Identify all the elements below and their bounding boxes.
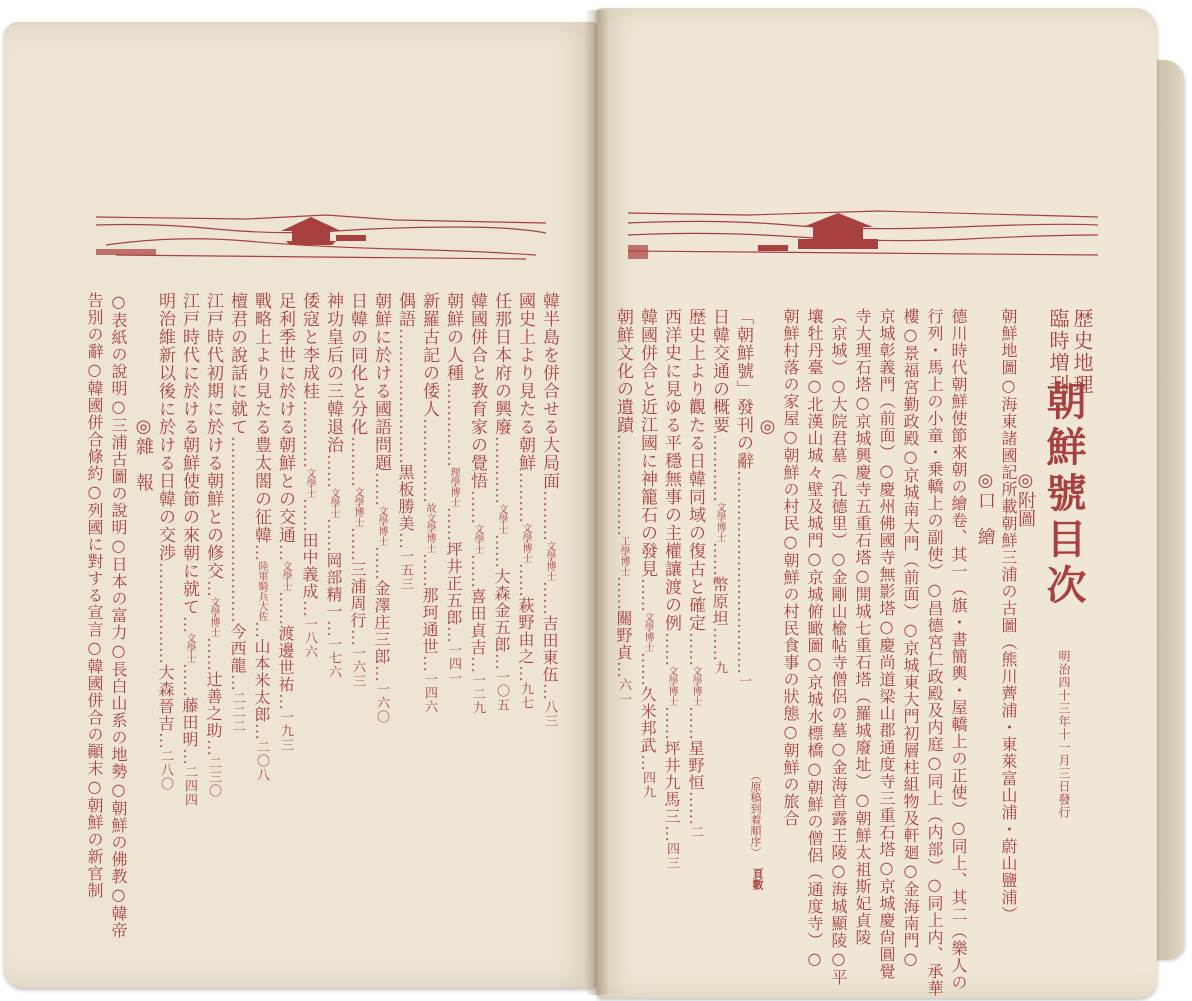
toc-entry: 國史上より見たる朝鮮………文學博士……萩野由之…九七 [515,292,535,710]
toc-entry: 韓國併合と教育家の覺悟……文學士……喜田貞吉…一二九 [467,292,487,715]
toc-entry: 神功皇后の三韓退治……文學士……岡部精一…一七六 [323,292,343,679]
frontispiece-line: 朝鮮村落の家屋○朝鮮の村民○朝鮮の村民食事の狀態○朝鮮の旅合 [781,308,800,827]
toc-entry: 歴史上より觀たる日韓同域の復古と確定……文學博士……星野恒……二 [685,308,705,839]
frontispiece-heading: ◎口 繪 [975,470,996,545]
misc-line: ○表紙の說明○三浦古圖の說明○日本の富力○長白山系の地勢○朝鮮の佛教○韓帝 [109,292,128,939]
frontispiece-line: 京城彰義門（前面）○慶州佛國寺無影塔○慶尚道梁山郡通度寺三重石塔○京城慶尙圓覺 [877,308,896,980]
toc-entry: 韓半島を併合せる大局面………文學博士……吉田東伍…八三 [539,292,559,728]
toc-entry: 明治維新以後に於ける日韓の交渉………………大森晉吉…二八〇 [155,292,175,791]
page-number-header: 頁數 [751,868,764,890]
toc-entry: 日韓の同化と分化………文學博士……三浦周行…一六三 [347,292,367,688]
book-gutter [585,10,609,995]
page-title: 朝鮮號目次 [1040,380,1087,610]
toc-entry: 偶語……………………黒板勝美…一五三 [395,292,415,591]
toc-entry: 江戸時代に於ける朝鮮使節の來朝に就て…文學士……藤田明…二四四 [179,292,199,807]
toc-entry: 戰略上より見たる豊太閤の征韓…陸軍騎兵大佐…山本米太郎…二〇八 [251,292,271,782]
articles-heading: ◎ [757,416,778,437]
misc-heading: ◎雜 報 [133,416,154,491]
journal-name: 歴史地理 [1070,308,1094,396]
order-note: （原稿到着順序） [749,770,762,858]
frontispiece-line: 德川時代朝鮮使節來朝の繪卷、其一（旗・書簡輿・屋轎上の正使）○同上、其二（樂人の [949,308,968,991]
frontispiece-line: （京城）○大院君墓（孔德里）○金剛山楡帖寺僧侶の墓○金海首露王陵○海城顯陵○平 [829,308,848,986]
misc-line: 告別の辭○韓國併合條約○列國に對する宣言○韓國併合の顚末○朝鮮の新官制 [85,292,104,899]
toc-entry: 足利季世に於ける朝鮮との交通…文學士……渡邊世祐…一九三 [275,292,295,752]
toc-entry: 韓國併合と近江國に神籠石の發見……文學博士……久米邦武…四九 [637,308,657,799]
toc-entry: 朝鮮に於ける國語問題……文學博士……金澤庄三郎…一六〇 [371,292,391,724]
frontispiece-line: 樓○景福宮勤政殿○京城南大門（前面）○京城東大門初層柱組物及軒廻○金海南門○ [901,308,920,969]
journal-supplement: 臨時増刊 [1046,308,1070,396]
left-pagoda-vignette [96,205,546,265]
toc-entry: 倭寇と李成桂…………文學士……田中義成…一八六 [299,292,319,659]
frontispiece-line: 壤牡丹臺○北漢山城々壁及城門○京城俯瞰圖○京城水標橋○朝鮮の僧侶（通度寺）○ [805,308,824,969]
plates-heading: ◎附圖 [1015,470,1036,527]
right-pagoda-vignette [628,205,1098,265]
plates-maps: 朝鮮地圖○海東諸國記所載朝鮮三浦の古圖（熊川薺浦・東萊富山浦・蔚山鹽浦） [999,308,1018,923]
toc-entry: 日韓交通の概要…………文學博士……幣原坦……九 [709,308,729,675]
toc-entry: 西洋史に見ゆる平穩無事の主權讓渡の例……文學博士……坪井九馬三…四三 [661,308,681,870]
toc-entry: 任那日本府の興廢…………文學士……大森金五郎…一〇五 [491,292,511,712]
toc-entry: 檀君の說話に就て……………………………今西龍…二二二 [227,292,247,733]
toc-entry: 朝鮮の人種……………理學博士……坪井正五郎…一四一 [443,292,463,685]
frontispiece-line: 寺大理石塔○京城興慶寺五重石塔○開城七重石塔（羅城廢址）○朝鮮太祖斯妃貞陵 [853,308,872,946]
toc-entry: 江戸時代初期に於ける朝鮮との修交…文學博士……辻善之助…二三〇 [203,292,223,798]
issue-date: 明治四十三年十一月三日發行 [1057,650,1071,819]
toc-entry: 朝鮮文化の遺蹟………………工學博士……關野貞…六一 [613,308,633,706]
frontispiece-line: 行列・馬上の小童・乗轎上の副使）○昌德宮仁政殿及内庭○同上（内部）○同上内、承華 [925,308,944,997]
toc-entry: 「朝鮮號」發刊の辭………………………………一 [733,308,753,688]
toc-entry: 新羅古記の倭人……………故文學博士……那珂通世…一四六 [419,292,439,714]
